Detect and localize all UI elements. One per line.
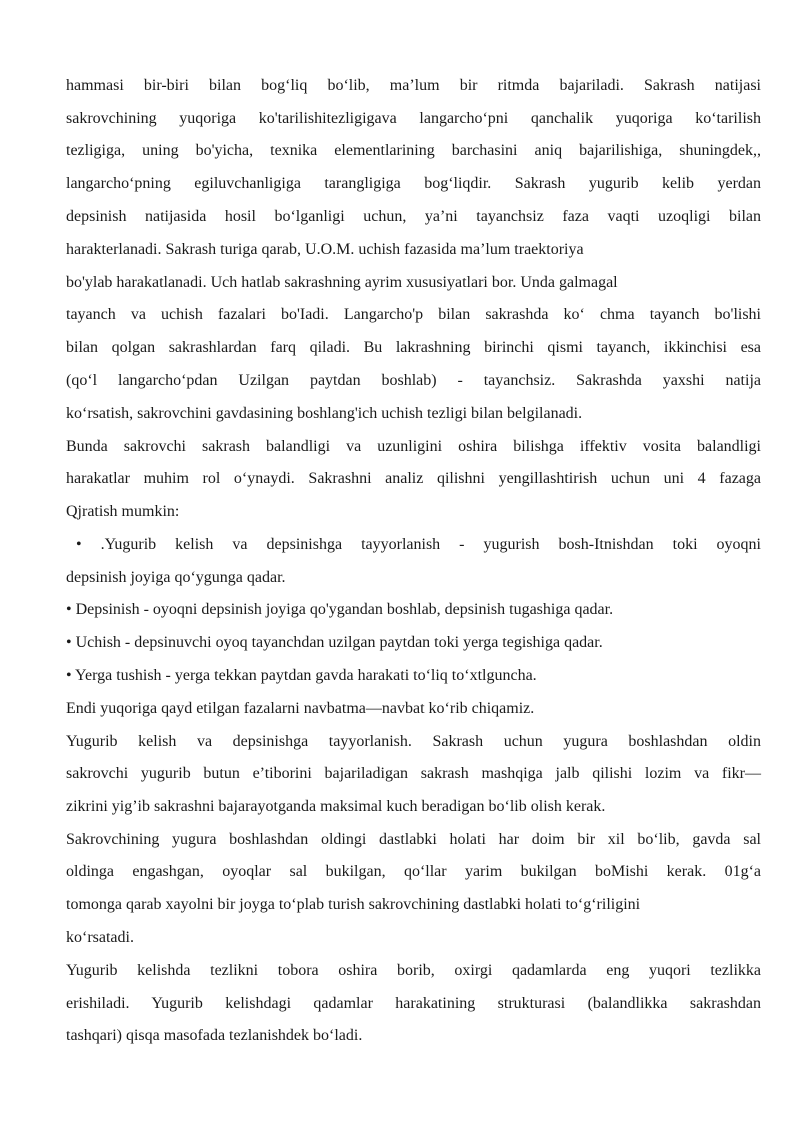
text-line: langarcho‘pning egiluvchanligiga tarangligiga bog‘liqdir. Sakrash yugurib kelib yerdan (66, 175, 761, 192)
text-line: Yugurib kelishda tezlikni tobora oshira borib, oxirgi qadamlarda eng yuqori tezlikka (66, 962, 761, 979)
text-line: Yugurib kelish va depsinishga tayyorlanish. Sakrash uchun yugura boshlashdan oldin (66, 733, 761, 750)
text-line: (qo‘l langarcho‘pdan Uzilgan paytdan boshlab) - tayanchsiz. Sakrashda yaxshi natija (66, 372, 761, 389)
text-line: hammasi bir-biri bilan bog‘liq bo‘lib, ma’lum bir ritmda bajariladi. Sakrash natijasi (66, 77, 761, 94)
text-line: depsinish natijasida hosil bo‘lganligi uchun, ya’ni tayanchsiz faza vaqti uzoqligi bilan (66, 208, 761, 225)
text-line: bo'ylab harakatlanadi. Uch hatlab sakrashning ayrim xususiyatlari bor. Unda galmagal (66, 274, 618, 291)
text-line: ko‘rsatadi. (66, 929, 134, 946)
text-line: oldinga engashgan, oyoqlar sal bukilgan, qo‘llar yarim bukilgan boMishi kerak. 01g‘a (66, 863, 761, 880)
bullet-item: • Uchish - depsinuvchi oyoq tayanchdan uzilgan paytdan toki yerga tegishiga qadar. (66, 634, 603, 651)
bullet-item: • .Yugurib kelish va depsinishga tayyorlanish - yugurish bosh-Itnishdan toki oyoqni (76, 536, 761, 553)
text-line: harakatlar muhim rol o‘ynaydi. Sakrashni analiz qilishni yengillashtirish uchun uni 4 fazaga (66, 470, 761, 487)
text-line: bilan qolgan sakrashlardan farq qiladi. Bu lakrashning birinchi qismi tayanch, ikkinchisi esa (66, 339, 761, 356)
text-line: ko‘rsatish, sakrovchini gavdasining boshlang'ich uchish tezligi bilan belgilanadi. (66, 405, 583, 422)
text-line: depsinish joyiga qo‘ygunga qadar. (66, 569, 286, 586)
text-line: tezligiga, uning bo'yicha, texnika elementlarining barchasini aniq bajarilishiga, shuningdek,, (66, 142, 761, 159)
text-line: sakrovchi yugurib butun e’tiborini bajariladigan sakrash mashqiga jalb qilishi lozim va fikr— (66, 765, 761, 782)
text-line: tayanch va uchish fazalari bo'Iadi. Langarcho'p bilan sakrashda ko‘ chma tayanch bo'lishi (66, 306, 761, 323)
text-line: Sakrovchining yugura boshlashdan oldingi dastlabki holati har doim bir xil bo‘lib, gavda sal (66, 831, 761, 848)
bullet-item: • Depsinish - oyoqni depsinish joyiga qo'ygandan boshlab, depsinish tugashiga qadar. (66, 601, 614, 618)
text-line: Endi yuqoriga qayd etilgan fazalarni navbatma—navbat ko‘rib chiqamiz. (66, 700, 535, 717)
text-line: erishiladi. Yugurib kelishdagi qadamlar harakatining strukturasi (balandlikka sakrashdan (66, 995, 761, 1012)
text-line: Bunda sakrovchi sakrash balandligi va uzunligini oshira bilishga iffektiv vosita balandligi (66, 438, 761, 455)
text-line: zikrini yig’ib sakrashni bajarayotganda maksimal kuch beradigan bo‘lib olish kerak. (66, 798, 606, 815)
text-line: sakrovchining yuqoriga ko'tarilishitezligigava langarcho‘pni qanchalik yuqoriga ko‘tarilish (66, 110, 761, 127)
bullet-item: • Yerga tushish - yerga tekkan paytdan gavda harakati to‘liq to‘xtlguncha. (66, 667, 537, 684)
text-line: tashqari) qisqa masofada tezlanishdek bo‘ladi. (66, 1027, 363, 1044)
text-line: Qjratish mumkin: (66, 503, 180, 520)
text-line: harakterlanadi. Sakrash turiga qarab, U.O.M. uchish fazasida ma’lum traektoriya (66, 241, 584, 258)
text-line: tomonga qarab xayolni bir joyga to‘plab turish sakrovchining dastlabki holati to‘g‘riligini (66, 896, 641, 913)
